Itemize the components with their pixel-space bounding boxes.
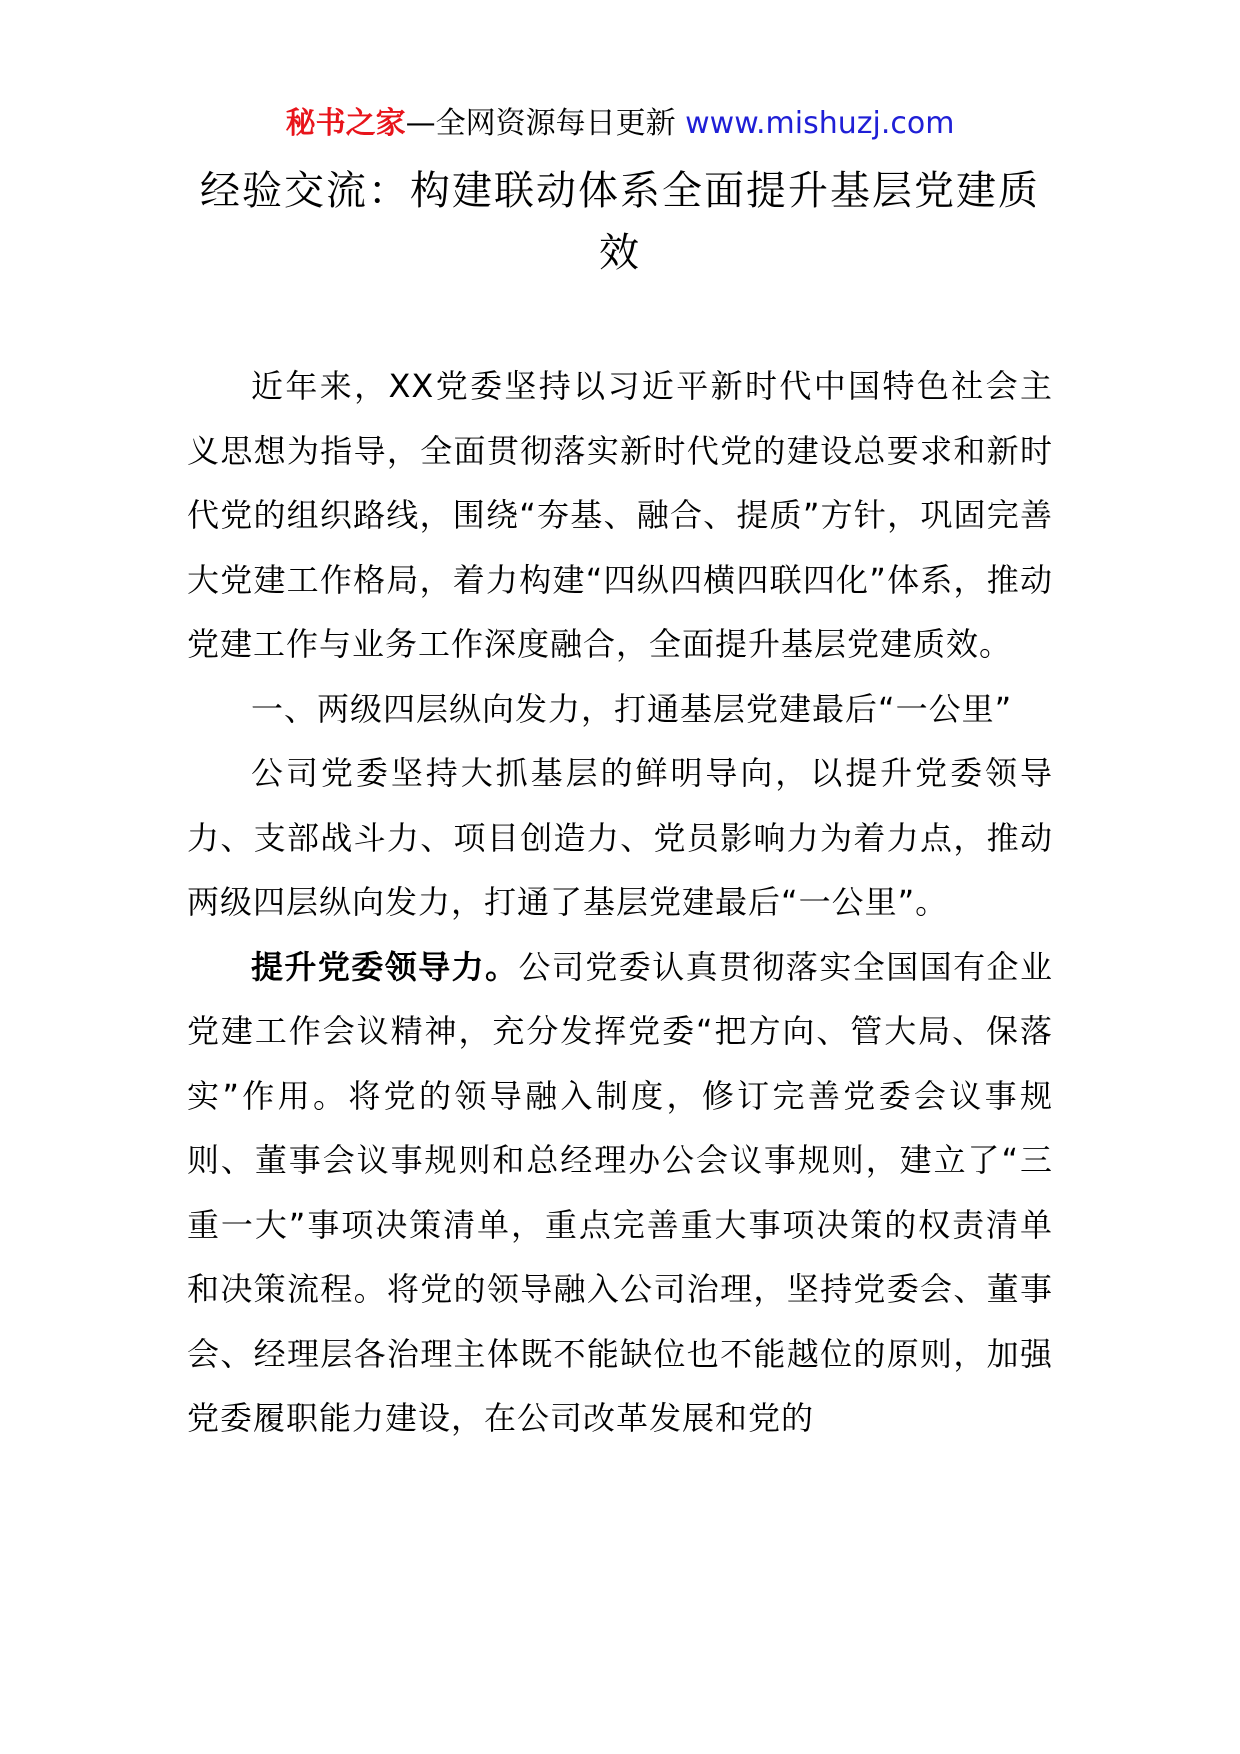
section-intro-paragraph: 公司党委坚持大抓基层的鲜明导向，以提升党委领导力、支部战斗力、项目创造力、党员影响力为着力点，推动两级四层纵向发力，打通了基层党建最后“一公里”。 <box>187 754 1053 921</box>
intro-paragraph: 近年来，XX党委坚持以习近平新时代中国特色社会主义思想为指导，全面贯彻落实新时代党的建设总要求和新时代党的组织路线，围绕“夯基、融合、提质”方针，巩固完善大党建工作格局，着力构建“四纵四横四联四化”体系，推动党建工作与业务工作深度融合，全面提升基层党建质效。 <box>187 367 1053 663</box>
point-paragraph <box>187 935 1053 1451</box>
site-tagline: —全网资源每日更新 <box>405 106 686 141</box>
document-body <box>187 354 1053 1451</box>
section-heading: 一、两级四层纵向发力，打通基层党建最后“一公里” <box>251 689 1013 728</box>
brand-name: 秘书之家 <box>285 106 406 141</box>
point-body-text: 公司党委认真贯彻落实全国国有企业党建工作会议精神，充分发挥党委“把方向、管大局、保落实”作用。将党的领导融入制度，修订完善党委会议事规则、董事会议事规则和总经理办公会议事规则，建立了“三重一大”事项决策清单，重点完善重大事项决策的权责清单和决策流程。将党的领导融入公司治理，坚持党委会、董事会、经理层各治理主体既不能缺位也不能越位的原则，加强党委履职能力建设，在公司改革发展和党的 <box>187 947 1053 1437</box>
document-title: 经验交流：构建联动体系全面提升基层党建质效 <box>200 168 1040 276</box>
site-url-link[interactable]: www.mishuzj.com <box>685 106 955 141</box>
point-lead-text: 提升党委领导力。 <box>251 947 519 986</box>
site-header <box>0 100 1240 148</box>
